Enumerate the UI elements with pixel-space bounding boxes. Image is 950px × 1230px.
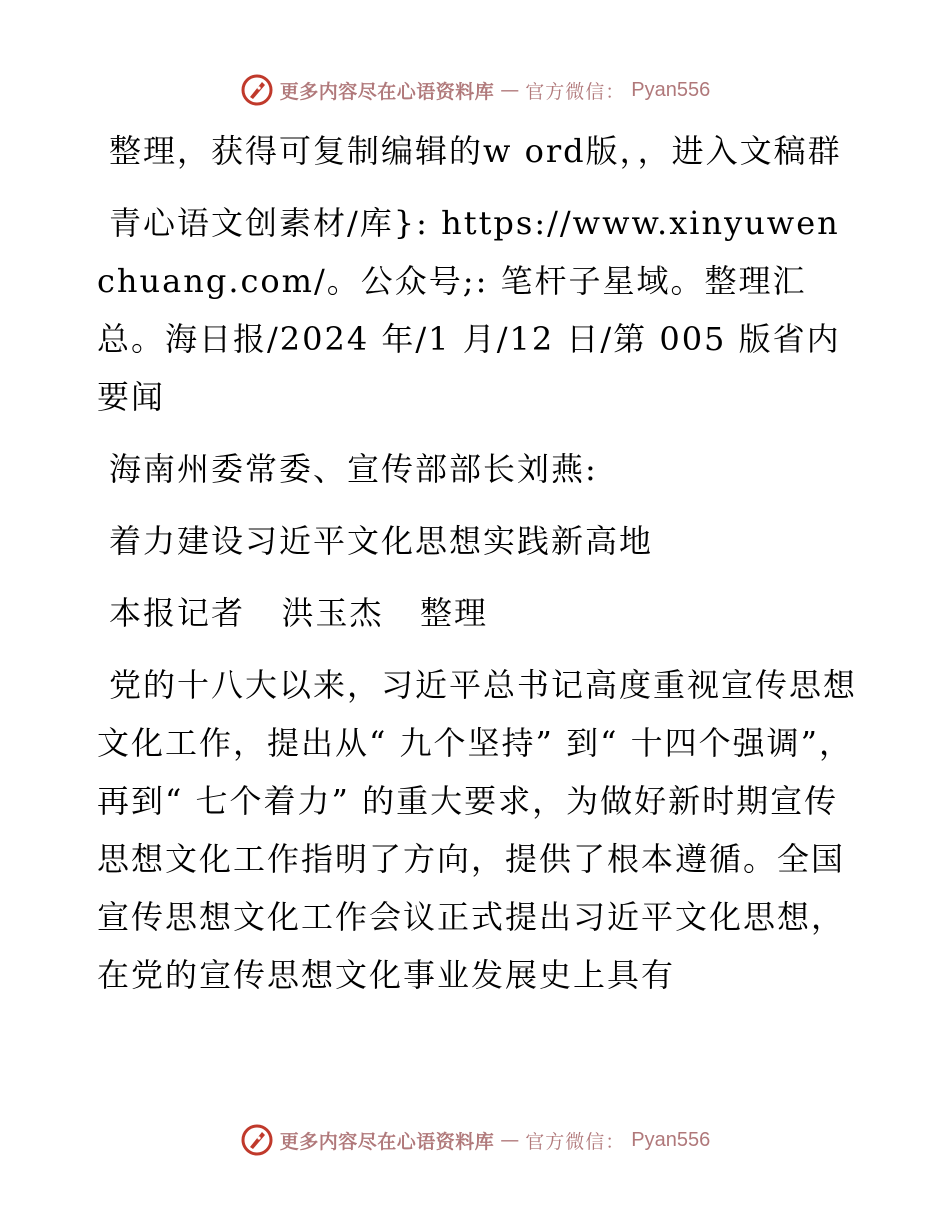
banner-dash: — [500, 1129, 520, 1151]
footer-banner [0, 1120, 950, 1160]
reporter-byline: 本报记者 洪玉杰 整理 [109, 594, 489, 632]
banner-wechat-id: Pyan556 [631, 78, 711, 101]
paragraph-author-title: 海南州委常委、宣传部部长刘燕: [109, 450, 598, 488]
paragraph-source: 青心语文创素材/库}: https://www.xinyuwenchuang.com/。公众号;: 笔杆子星域。整理汇总。海日报/2024 年/1 月/12 日/第 005 版省内要闻 [97, 204, 841, 416]
banner-wechat-label: 官方微信： [525, 1130, 626, 1153]
banner-brand-text: 更多内容尽在心语资料库 [279, 80, 495, 103]
banner-wechat-label: 官方微信： [525, 80, 626, 103]
banner-wechat-id: Pyan556 [631, 1128, 711, 1151]
banner-dash: — [500, 79, 520, 101]
paragraph-body: 党的十八大以来，习近平总书记高度重视宣传思想文化工作，提出从“ 九个坚持” 到“ 十四个强调”，再到“ 七个着力” 的重大要求，为做好新时期宣传思想文化工作指明了方向，提供了根本遵循。全国宣传思想文化工作会议正式提出习近平文化思想，在党的宣传思想文化事业发展史上具有 [97, 666, 858, 994]
pen-nib-logo-icon [240, 73, 274, 107]
pen-nib-logo-icon [240, 1123, 274, 1157]
banner-brand-text: 更多内容尽在心语资料库 [279, 1130, 495, 1153]
header-banner [0, 70, 950, 110]
document-body [97, 122, 857, 1018]
article-headline: 着力建设习近平文化思想实践新高地 [109, 522, 654, 560]
paragraph-intro: 整理，获得可复制编辑的w ord版，，进入文稿群 [109, 132, 842, 170]
